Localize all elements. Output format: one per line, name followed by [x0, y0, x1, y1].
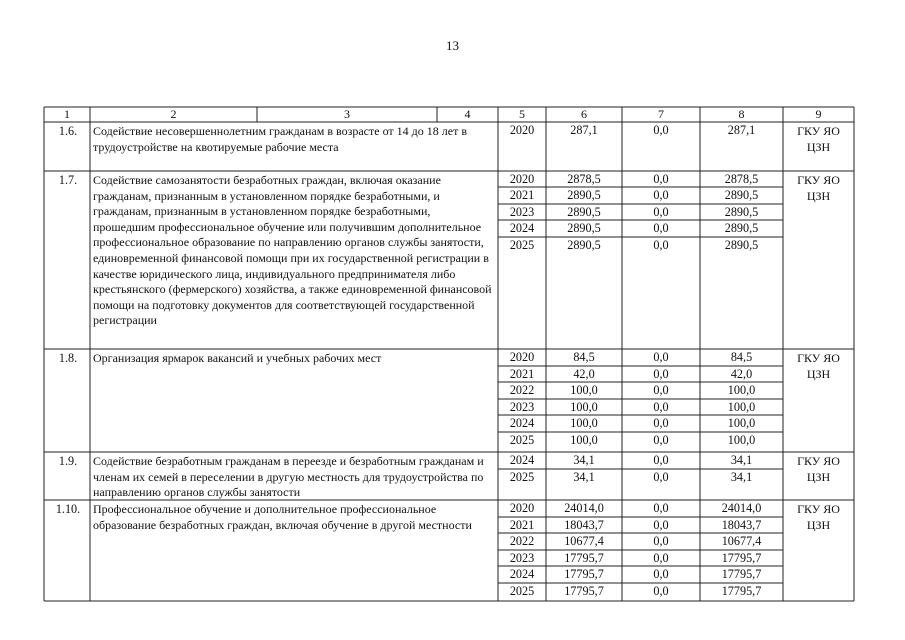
value-col8: 100,0	[727, 433, 756, 447]
value-col8: 24014,0	[721, 501, 762, 515]
value-col8: 100,0	[727, 416, 756, 431]
value-col7: 0,0	[653, 453, 669, 467]
header-cell-1: 1	[64, 107, 70, 121]
header-cell-8: 8	[738, 107, 745, 121]
executor: ГКУ ЯО ЦЗН	[797, 351, 840, 381]
year: 2020	[509, 172, 535, 186]
header-cell-3: 3	[344, 107, 350, 121]
value-col7: 0,0	[653, 517, 669, 532]
value-col8: 2878,5	[724, 172, 759, 186]
value-col8: 34,1	[730, 453, 753, 467]
year: 2022	[509, 534, 535, 548]
year: 2025	[509, 470, 535, 484]
item-description: Содействие несовершеннолетним гражданам в возрасте от 14 до 18 лет в трудоустройстве на квотируемые рабочие места	[93, 124, 467, 154]
value-col6: 17795,7	[564, 567, 604, 581]
value-col6: 18043,7	[564, 517, 604, 532]
year: 2023	[509, 204, 535, 219]
value-col7: 0,0	[653, 366, 669, 381]
item-number: 1.10.	[55, 502, 81, 516]
executor: ГКУ ЯО ЦЗН	[797, 502, 840, 532]
value-col6: 34,1	[573, 453, 595, 467]
value-col6: 287,1	[570, 123, 598, 137]
value-col6: 17795,7	[564, 550, 604, 565]
value-col7: 0,0	[653, 172, 669, 186]
year: 2024	[509, 453, 535, 467]
value-col7: 0,0	[653, 123, 669, 137]
value-col6: 2890,5	[567, 188, 601, 203]
item-number: 1.6.	[58, 124, 78, 138]
value-col6: 17795,7	[564, 583, 604, 598]
value-col7: 0,0	[653, 399, 669, 414]
item-number: 1.9.	[58, 454, 78, 468]
value-col7: 0,0	[653, 501, 669, 515]
value-col7: 0,0	[653, 204, 669, 219]
value-col8: 10677,4	[721, 534, 762, 548]
value-col6: 84,5	[573, 350, 595, 364]
item-description: Профессиональное обучение и дополнительное профессиональное образование безработных граждан, включая обучение в другой местности	[93, 502, 472, 532]
value-col6: 100,0	[570, 416, 598, 431]
value-col8: 287,1	[727, 123, 756, 137]
value-col7: 0,0	[653, 567, 669, 581]
header-cell-6: 6	[581, 107, 587, 121]
header-cell-5: 5	[519, 107, 525, 121]
value-col8: 2890,5	[724, 237, 759, 252]
value-col7: 0,0	[653, 583, 669, 598]
item-description: Содействие самозанятости безработных граждан, включая оказание гражданам, признанным в установленном порядке безработными, и гражданам, признанным в установленном порядке безработными, прошедшим профессиональное обучение или получившим дополнительное профессиональное образование по направлению органов службы занятости, единовременной финансовой помощи при их государственной регистрации в качестве юридического лица, индивидуального предпринимателя либо крестьянского (фермерского) хозяйства, а также единовременной финансовой помощи на подготовку документов для соответствующей государственной регистрации	[93, 173, 492, 328]
value-col8: 2890,5	[724, 221, 759, 236]
value-col6: 100,0	[570, 399, 598, 414]
header-cell-7: 7	[658, 107, 664, 121]
value-col7: 0,0	[653, 350, 669, 364]
year: 2025	[509, 237, 535, 252]
value-col7: 0,0	[653, 470, 669, 484]
value-col6: 2890,5	[567, 204, 601, 219]
value-col8: 17795,7	[721, 583, 762, 598]
year: 2020	[509, 350, 535, 364]
value-col8: 17795,7	[721, 567, 762, 581]
value-col7: 0,0	[653, 550, 669, 565]
year: 2021	[509, 188, 535, 203]
item-number: 1.8.	[58, 351, 78, 365]
value-col6: 34,1	[573, 470, 595, 484]
year: 2023	[509, 550, 535, 565]
year: 2024	[509, 416, 535, 431]
year: 2022	[509, 383, 535, 398]
executor: ГКУ ЯО ЦЗН	[797, 173, 840, 203]
year: 2023	[509, 399, 535, 414]
executor: ГКУ ЯО ЦЗН	[797, 124, 840, 154]
year: 2020	[509, 501, 535, 515]
value-col8: 2890,5	[724, 188, 759, 203]
item-number: 1.7.	[58, 173, 78, 187]
year: 2024	[509, 221, 535, 236]
value-col8: 17795,7	[721, 550, 762, 565]
value-col6: 100,0	[570, 433, 598, 447]
value-col6: 42,0	[573, 366, 595, 381]
year: 2021	[509, 366, 535, 381]
value-col7: 0,0	[653, 433, 669, 447]
header-cell-2: 2	[170, 107, 177, 121]
value-col8: 100,0	[727, 383, 756, 398]
value-col6: 2890,5	[567, 221, 601, 236]
value-col7: 0,0	[653, 383, 669, 398]
value-col8: 34,1	[730, 470, 753, 484]
value-col8: 18043,7	[721, 517, 762, 532]
value-col8: 42,0	[730, 366, 753, 381]
value-col6: 24014,0	[564, 501, 604, 515]
value-col6: 10677,4	[564, 534, 604, 548]
value-col7: 0,0	[653, 221, 669, 236]
year: 2021	[509, 517, 535, 532]
value-col8: 100,0	[727, 399, 756, 414]
value-col6: 2878,5	[567, 172, 601, 186]
header-cell-9: 9	[815, 107, 822, 121]
value-col7: 0,0	[653, 534, 669, 548]
item-description: Содействие безработным гражданам в переезде и безработным гражданам и членам их семей в переселении в другую местность для трудоустройства по направлению органов службы занятости	[93, 454, 484, 500]
value-col7: 0,0	[653, 416, 669, 431]
value-col7: 0,0	[653, 188, 669, 203]
year: 2025	[509, 583, 535, 598]
year: 2020	[509, 123, 535, 137]
value-col7: 0,0	[653, 237, 669, 252]
page-number: 13	[446, 38, 459, 53]
value-col8: 2890,5	[724, 204, 759, 219]
year: 2025	[509, 433, 535, 447]
header-cell-4: 4	[464, 107, 471, 121]
value-col6: 100,0	[570, 383, 598, 398]
item-description: Организация ярмарок вакансий и учебных рабочих мест	[93, 351, 382, 365]
value-col8: 84,5	[730, 350, 753, 364]
value-col6: 2890,5	[567, 237, 601, 252]
year: 2024	[509, 567, 535, 581]
executor: ГКУ ЯО ЦЗН	[797, 454, 840, 484]
